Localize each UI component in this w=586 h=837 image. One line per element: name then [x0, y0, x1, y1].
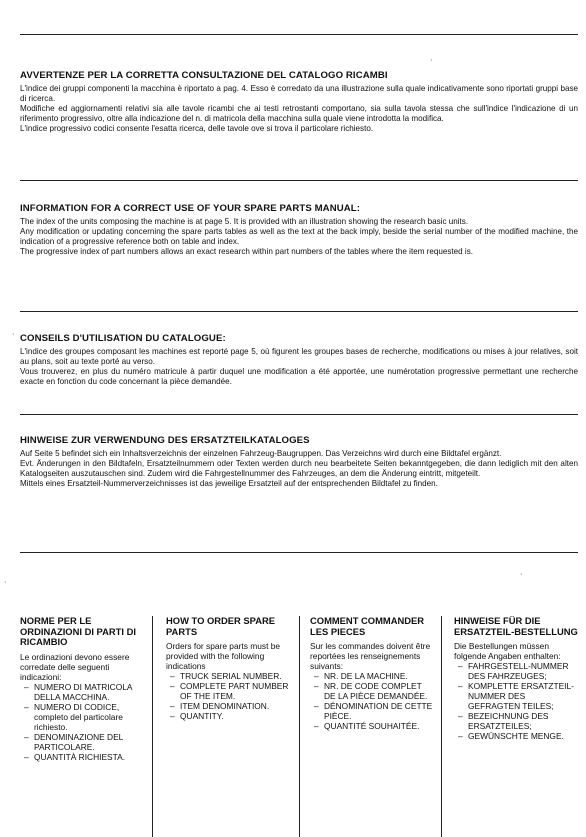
scan-speck: ·	[430, 56, 433, 65]
column-divider	[299, 616, 300, 837]
column-list	[20, 682, 138, 762]
list-item: – COMPLETE PART NUMBER OF THE ITEM.	[170, 681, 289, 701]
column-intro: Sur les commandes doivent être reportées les renseignements suivants:	[310, 641, 431, 671]
section-german	[20, 435, 578, 489]
list-item: – KOMPLETTE ERSATZTEIL-NUMMER DES GEFRAGTEN TEILES;	[458, 681, 574, 711]
column-intro: Le ordinazioni devono essere corredate delle seguenti indicazioni:	[20, 651, 130, 682]
section-paragraph: Evt. Änderungen in den Bildtafeln, Ersatzteilnummern oder Texten werden durch neu bearbeitete Seiten bekanntgegeben, die dann lediglich mit den alten Katalogseiten auszutauschen sind. Zudem wird die Fahrgestellnummer des Fahrzeuges, an dem die Änderung eintritt, mitgeteilt.	[20, 459, 578, 478]
section-english	[20, 203, 578, 257]
section-divider	[20, 552, 578, 553]
column-title: COMMENT COMMANDER LES PIECES	[310, 615, 425, 637]
column-english	[166, 616, 292, 837]
section-title: CONSEILS D'UTILISATION DU CATALOGUE:	[20, 333, 226, 344]
scan-speck: ·	[520, 570, 523, 579]
list-item: – TRUCK SERIAL NUMBER.	[170, 671, 282, 681]
section-paragraph: L'indice des groupes composant les machines est reporté page 5, où figurent les groupes bases de recherche, modifications ou mises à jour relatives, soit au plans, soit au texte porté au verso.	[20, 347, 578, 366]
ordering-columns	[20, 616, 578, 837]
section-paragraph: L'indice dei gruppi componenti la macchina è riportato a pag. 4. Esso è corredato da una illustrazione sulla quale indicativamente sono riportati gruppi base di ricerca.	[20, 84, 578, 103]
scan-speck: ·	[12, 330, 15, 339]
column-list	[166, 671, 292, 721]
column-divider	[441, 616, 442, 837]
top-rule	[20, 34, 578, 35]
list-item: – QUANTITÀ RICHIESTA.	[24, 751, 126, 762]
section-paragraph: Modifiche ed aggiornamenti relativi sia alle tavole ricambi che ai testi retrostanti comportano, sia sulla tavola stessa che sull'indice l'indicazione di un riferimento progressivo, oltre alla indicazione del n. di matricola della macchina sulla quale viene introdotta la modifica.	[20, 104, 578, 123]
section-paragraph: Mittels eines Ersatzteil-Nummerverzeichnisses ist das jeweilige Ersatzteil auf der entsprechenden Bildtafel zu finden.	[20, 479, 438, 488]
column-list	[310, 671, 434, 731]
column-intro: Die Bestellungen müssen folgende Angaben enthalten:	[454, 641, 561, 661]
list-item: – ITEM DENOMINATION.	[170, 701, 270, 711]
list-item: – GEWÜNSCHTE MENGE.	[458, 731, 564, 741]
section-title: INFORMATION FOR A CORRECT USE OF YOUR SPARE PARTS MANUAL:	[20, 203, 361, 214]
section-italian	[20, 70, 578, 134]
section-paragraph: Any modification or updating concerning the spare parts tables as well as the text at the back imply, beside the serial number of the modified machine, the indication of a progressive reference both on table and index.	[20, 227, 578, 246]
list-item: – DÉNOMINATION DE CETTE PIÈCE.	[314, 701, 433, 721]
list-item: – NR. DE LA MACHINE.	[314, 671, 408, 681]
section-title: HINWEISE ZUR VERWENDUNG DES ERSATZTEILKATALOGES	[20, 435, 310, 446]
column-title: NORME PER LE ORDINAZIONI DI PARTI DI RICAMBIO	[20, 615, 136, 647]
section-paragraph: L'indice progressivo codici consente l'esatta ricerca, delle tavole ove si trova il particolare richiesto.	[20, 124, 374, 133]
scan-speck: ·	[4, 578, 7, 587]
list-item: – NUMERO DI MATRICOLA DELLA MACCHINA.	[24, 681, 133, 702]
section-paragraph: Vous trouverez, en plus du numéro matricule à partir duquel une modification a été apportée, une numérotation progressive permettant une recherche exacte en fonction du code concernant la pièce demandée.	[20, 367, 578, 386]
section-paragraph: The progressive index of part numbers allows an exact research within part numbers of the tables where the item requested is.	[20, 247, 474, 256]
list-item: – BEZEICHNUNG DES ERSATZTEILES;	[458, 711, 549, 731]
column-title: HOW TO ORDER SPARE PARTS	[166, 615, 276, 637]
list-item: – QUANTITÉ SOUHAITÉE.	[314, 721, 420, 731]
column-title: HINWEISE FÜR DIE ERSATZTEIL-BESTELLUNG	[454, 615, 578, 637]
column-french	[310, 616, 434, 837]
list-item: – DENOMINAZIONE DEL PARTICOLARE.	[24, 731, 124, 752]
section-divider	[20, 414, 578, 415]
section-paragraph: Auf Seite 5 befindet sich ein Inhaltsverzeichnis der einzelnen Fahrzeug-Baugruppen. Das Verzeichns wird durch eine Bildtafel ergänzt.	[20, 449, 502, 458]
list-item: – NR. DE CODE COMPLET DE LA PIÈCE DEMANDÉE.	[314, 681, 428, 701]
column-italian	[20, 616, 138, 837]
column-german	[454, 616, 578, 837]
column-list	[454, 661, 578, 741]
section-french	[20, 333, 578, 387]
column-intro: Orders for spare parts must be provided with the following indications	[166, 641, 281, 671]
section-divider	[20, 311, 578, 312]
section-paragraph: The index of the units composing the machine is at page 5. It is provided with an illustration showing the research basic units.	[20, 217, 469, 226]
section-title: AVVERTENZE PER LA CORRETTA CONSULTAZIONE DEL CATALOGO RICAMBI	[20, 70, 388, 81]
section-divider	[20, 180, 578, 181]
list-item: – QUANTITY.	[170, 711, 224, 721]
list-item: – NUMERO DI CODICE, completo del particolare richiesto.	[24, 701, 123, 732]
column-divider	[152, 616, 153, 837]
list-item: – FAHRGESTELL-NUMMER DES FAHRZEUGES;	[458, 661, 569, 681]
